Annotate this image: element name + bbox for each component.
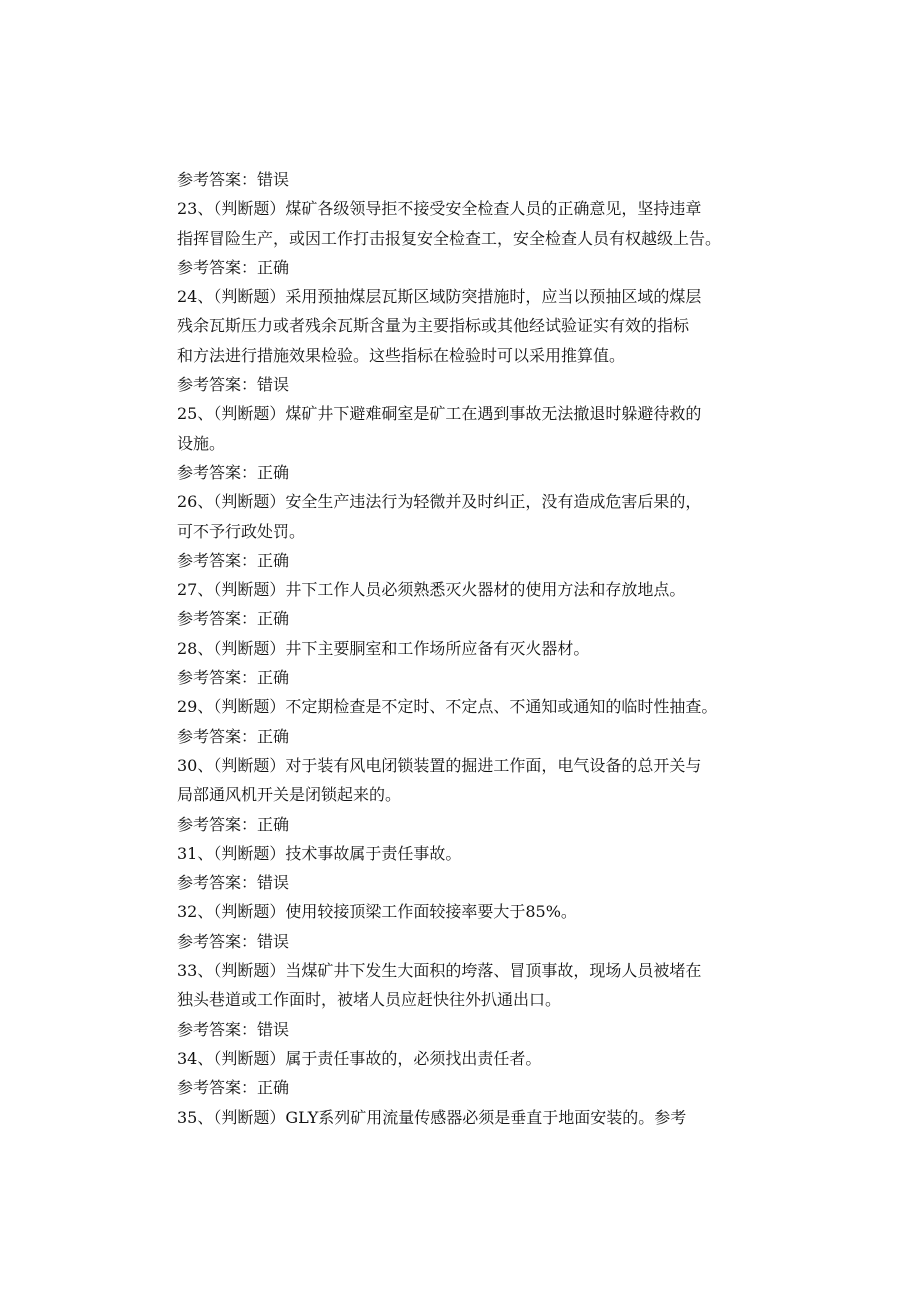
question-34-line-1: 34、（判断题）属于责任事故的，必须找出责任者。 — [177, 1048, 542, 1068]
question-24-line-2: 残余瓦斯压力或者残余瓦斯含量为主要指标或其他经试验证实有效的指标 — [177, 316, 690, 336]
answer-line: 参考答案：错误 — [177, 873, 290, 893]
question-23-line-2: 指挥冒险生产，或因工作打击报复安全检查工，安全检查人员有权越级上告。 — [177, 228, 722, 248]
question-25-line-2: 设施。 — [177, 433, 226, 453]
answer-line: 参考答案：正确 — [177, 257, 290, 277]
answer-line: 参考答案：错误 — [177, 1019, 290, 1039]
question-28-line-1: 28、（判断题）井下主要胴室和工作场所应备有灭火器材。 — [177, 638, 590, 658]
question-26-line-2: 可不予行政处罚。 — [177, 521, 306, 541]
question-26-line-1: 26、（判断题）安全生产违法行为轻微并及时纠正，没有造成危害后果的， — [177, 492, 702, 512]
question-35-line-1: 35、（判断题）GLY系列矿用流量传感器必须是垂直于地面安装的。参考 — [177, 1107, 687, 1127]
answer-line: 参考答案：错误 — [177, 931, 290, 951]
answer-line: 参考答案：错误 — [177, 375, 290, 395]
question-31-line-1: 31、（判断题）技术事故属于责任事故。 — [177, 843, 462, 863]
answer-line: 参考答案：错误 — [177, 170, 290, 189]
answer-line: 参考答案：正确 — [177, 462, 290, 482]
question-24-line-3: 和方法进行措施效果检验。这些指标在检验时可以采用推算值。 — [177, 345, 626, 365]
answer-line: 参考答案：正确 — [177, 668, 290, 688]
answer-line: 参考答案：正确 — [177, 1078, 290, 1098]
question-33-line-2: 独头巷道或工作面时，被堵人员应赶快往外扒通出口。 — [177, 990, 562, 1010]
question-text-block — [177, 165, 747, 1132]
question-30-line-1: 30、（判断题）对于装有风电闭锁装置的掘进工作面，电气设备的总开关与 — [177, 755, 702, 775]
question-24-line-1: 24、（判断题）采用预抽煤层瓦斯区域防突措施时，应当以预抽区域的煤层 — [177, 287, 702, 307]
answer-line: 参考答案：正确 — [177, 609, 290, 629]
answer-line: 参考答案：正确 — [177, 726, 290, 746]
question-32-line-1: 32、（判断题）使用较接顶梁工作面较接率要大于85%。 — [177, 902, 577, 922]
question-29-line-1: 29、（判断题）不定期检查是不定时、不定点、不通知或通知的临时性抽查。 — [177, 697, 718, 717]
answer-line: 参考答案：正确 — [177, 550, 290, 570]
question-23-line-1: 23、（判断题）煤矿各级领导拒不接受安全检查人员的正确意见，坚持违章 — [177, 199, 702, 219]
question-33-line-1: 33、（判断题）当煤矿井下发生大面积的垮落、冒顶事故，现场人员被堵在 — [177, 961, 702, 981]
question-27-line-1: 27、（判断题）井下工作人员必须熟悉灭火器材的使用方法和存放地点。 — [177, 580, 686, 600]
question-25-line-1: 25、（判断题）煤矿井下避难硐室是矿工在遇到事故无法撤退时躲避待救的 — [177, 404, 702, 424]
answer-line: 参考答案：正确 — [177, 814, 290, 834]
question-30-line-2: 局部通风机开关是闭锁起来的。 — [177, 785, 402, 805]
